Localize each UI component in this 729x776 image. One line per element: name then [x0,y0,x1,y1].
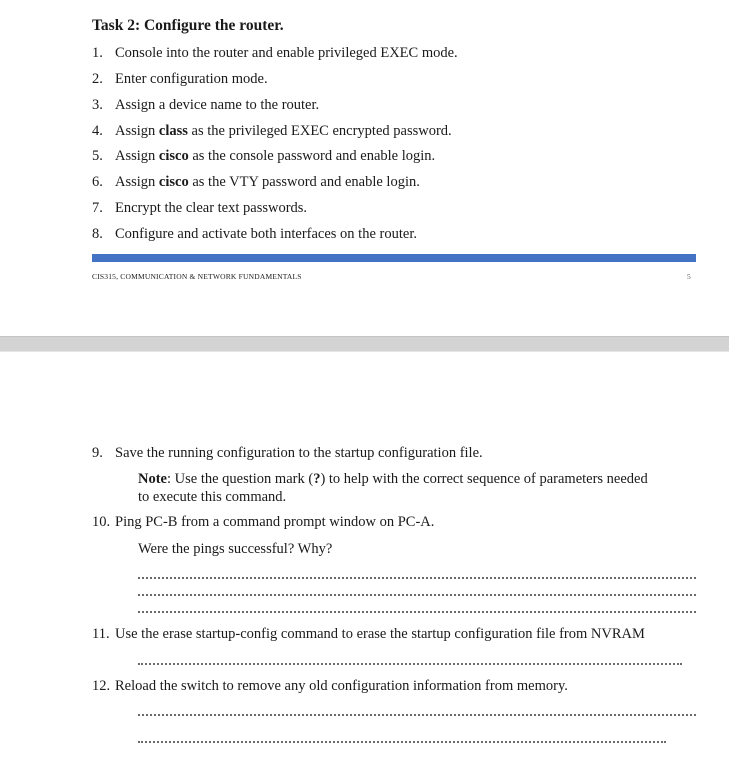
step-text: Assign cisco as the VTY password and enable login. [115,174,420,190]
step-number: 3. [92,97,103,113]
step-number: 7. [92,200,103,216]
step-text: Enter configuration mode. [115,71,268,87]
step-number: 2. [92,71,103,87]
step-number: 12. [92,678,111,694]
step-text: Save the running configuration to the startup configuration file. [115,445,483,461]
step-number: 1. [92,45,103,61]
note-label: Note [138,471,167,487]
answer-line[interactable] [138,611,696,613]
footer-course-name: CIS315, COMMUNICATION & NETWORK FUNDAMENTALS [92,272,302,281]
task-title: Task 2: Configure the router. [92,17,284,34]
document-page-6 [0,352,729,776]
password-cisco: cisco [158,174,189,190]
step-text: Encrypt the clear text passwords. [115,200,308,216]
answer-line[interactable] [138,741,666,743]
step-number: 5. [92,148,103,164]
note-text: Note: Use the question mark (?) to help with the correct sequence of parameters needed to execute this command. [138,471,648,505]
footer-rule [92,254,696,262]
password-cisco: cisco [158,148,189,164]
answer-line[interactable] [138,577,696,579]
step-text: Ping PC-B from a command prompt window on PC-A. [115,514,435,530]
answer-line[interactable] [138,714,696,716]
step-number: 4. [92,123,103,139]
step-number: 6. [92,174,103,190]
answer-line[interactable] [138,663,682,665]
step-text: Assign a device name to the router. [115,97,320,113]
password-class: class [158,123,188,139]
question-text: Were the pings successful? Why? [138,541,333,557]
document-page-5 [0,0,729,336]
page-number: 5 [687,272,691,281]
step-number: 11. [92,626,110,642]
step-text: Assign cisco as the console password and enable login. [115,148,436,164]
step-number: 9. [92,445,103,461]
page-separator [0,336,729,352]
step-number: 8. [92,226,103,242]
step-text: Use the erase startup-config command to erase the startup configuration file from NVRAM [115,626,645,642]
step-text: Configure and activate both interfaces on the router. [115,226,417,242]
step-number: 10. [92,514,111,530]
step-text: Console into the router and enable privileged EXEC mode. [115,45,458,61]
step-text: Reload the switch to remove any old configuration information from memory. [115,678,568,694]
answer-line[interactable] [138,594,696,596]
step-text: Assign class as the privileged EXEC encrypted password. [115,123,452,139]
